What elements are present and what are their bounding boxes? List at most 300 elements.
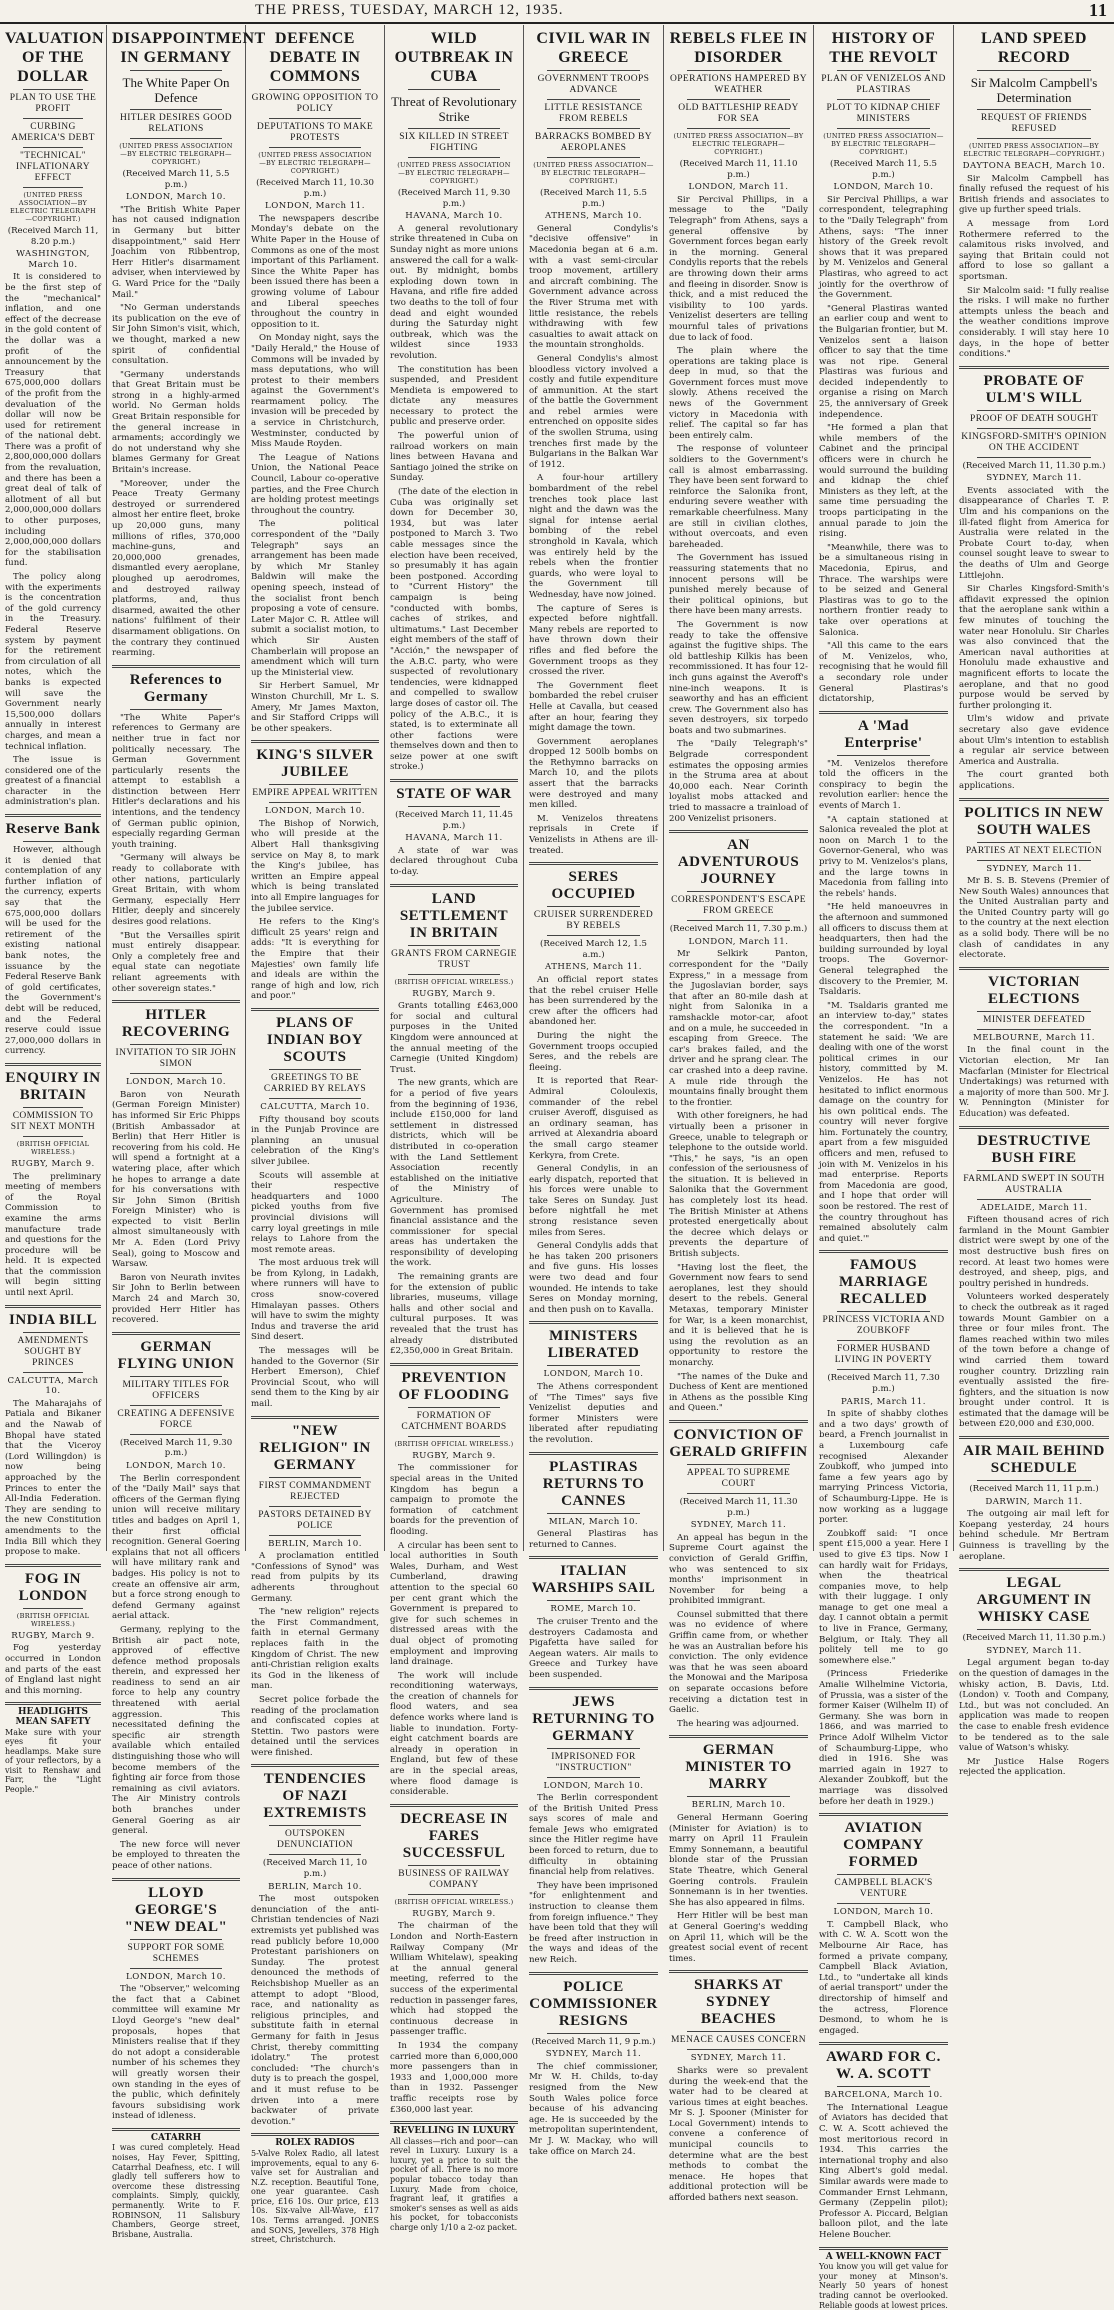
article-paragraph: The chairman of the London and North-Eastern Railway Company (Mr William Whitelaw), speaking at the annual general meeting, referred to the success of the experimental reduction in passenger fares, which had stopped the continuous decrease in passenger traffic. (390, 1921, 518, 2038)
article (390, 29, 518, 773)
headline-rule (977, 70, 1091, 71)
wire-credit: (UNITED PRESS ASSOCIATION—BY ELECTRIC TELEGRAPH—COPYRIGHT.) (823, 132, 944, 156)
article-subhead: "TECHNICAL" INFLATIONARY EFFECT (16, 151, 90, 183)
article (251, 1008, 379, 1410)
article (959, 1568, 1109, 1778)
article-subhead: COMMISSION TO SIT NEXT MONTH (10, 1110, 96, 1132)
subhead-rule (408, 974, 500, 975)
headline-rule (269, 1825, 361, 1826)
subhead-rule (837, 128, 930, 129)
article-paragraph: The political correspondent of the "Daily Telegraph" says an arrangement has been made by which Mr Stanley Baldwin will make the opening speech, instead of the socialist front bench proposing a vote of censure. Later Major C. R. Attlee will submit a socialist motion, to which Sir Austen Chamberlain will propose an amendment which will turn up the Ministerial view. (251, 519, 379, 678)
headline-rule (130, 1376, 222, 1377)
article-paragraph: "Meanwhile, there was to be a simultaneous rising in Macedonia, Epirus, and Thrace. The warships were to be seized and General Plastiras was to go to the northern frontier ready to take over operations at Salonica. (819, 542, 948, 638)
article-paragraph: (Princess Friederike Amalie Wilhelmine Victoria, of Prussia, was a sister of the former Kaiser (Wilhelm II) of Germany. She was born in 1866, and was married to Prince Adolf Wilhelm Victor of Schaumburg-Lippe, who died in 1916. She was married again in 1927 to Alexander Zoubkoff, but the marriage was dissolved before her death in 1929.) (819, 1669, 948, 1807)
headline-rule (837, 1874, 930, 1875)
article-divider (529, 1556, 658, 1559)
article-paragraph: Grants totalling £463,000 for social and cultural purposes in the United Kingdom were announced at the annual meeting of the Carnegie (United Kingdom) Trust. (390, 1001, 518, 1075)
dateline: MELBOURNE, March 11. (972, 1032, 1096, 1043)
advertisement (251, 2133, 379, 2245)
article-paragraph: The "Daily Telegraph's" Belgrade correspondent estimates the opposing armies in the Struma area at about 40,000 each. Near Corinth loyalist mobs attacked and tried to massacre a trainload of 200 Venizelist prisoners. (669, 739, 808, 824)
article-paragraph: The most arduous trek will be from Kylong, in Ladakh, where runners will have to cross snow-covered Himalayan passes. Others will have to swim the mighty Indus and traverse the arid Sind desert. (251, 1258, 379, 1343)
article-headline: STATE OF WAR (396, 786, 512, 803)
article-deck: Threat of Revolutionary Strike (391, 94, 517, 124)
article-subhead: BARRACKS BOMBED BY AEROPLANES (534, 132, 652, 153)
deck-rule (977, 109, 1091, 110)
article-subhead: CORRESPONDENT'S ESCAPE FROM GREECE (671, 895, 806, 917)
article (112, 665, 240, 994)
dateline: LONDON, March 10. (126, 192, 226, 203)
article-paragraph: T. Campbell Black, who with C. W. A. Scott won the Melbourne Air Race, has formed a private company, Campbell Black Aviation, Ltd., to "undertake all kinds of aerial transport" under the directorship of himself and the actress, Florence Desmond, to whom he is engaged. (819, 1919, 948, 2036)
subhead-rule (130, 1073, 222, 1074)
article-paragraph: General Plastiras has returned to Cannes. (529, 1529, 658, 1550)
headline-rule (547, 70, 640, 71)
article-subhead: CREATING A DEFENSIVE FORCE (117, 1408, 235, 1430)
subhead-rule (269, 118, 361, 119)
article-headline: LAND SPEED RECORD (981, 30, 1087, 66)
article-paragraph: During the night the Government troops occupied Seres, and the rebels are fleeing. (529, 1030, 658, 1073)
article-headline: WILD OUTBREAK IN CUBA (394, 30, 514, 85)
article-paragraph: "Moreover, under the Peace Treaty Germany destroyed or surrendered almost her entire fleet, broke up 20,000 guns, many millions of rifles, 370,000 machine-guns, and 20,000,000 grenades, dismantled every aeroplane, ploughed up aerodromes, and destroyed railway platforms, and, thus disarmed, awaited the other nations' fulfilment of their disarmament obligations. On the contrary they continued rearming. (112, 478, 240, 659)
advert-text: Make sure with your eyes fit your headlamps. Make sure of your reflectors, by a visit to Renshaw and Farr, the "Light People." (5, 1727, 101, 1795)
article-headline: DESTRUCTIVE BUSH FIRE (977, 1132, 1091, 1166)
dateline: ADELAIDE, March 11. (980, 1202, 1088, 1213)
subhead-rule (23, 147, 83, 148)
article-headline: FOG IN LONDON (18, 1570, 88, 1604)
article-paragraph: Sharks were so prevalent during the week-end that the water had to be cleared at various times at eight beaches. Mr S. J. Spooner (Minister for Local Government) intends to convene a conference of municipal councils to determine what are the best methods to combat the menace. He hopes that additional protection will be afforded bathers next season. (669, 2065, 808, 2204)
article-subhead: APPEAL TO SUPREME COURT (686, 1467, 791, 1489)
article-paragraph: Mr Justice Halse Rogers rejected the application. (959, 1756, 1109, 1778)
article-headline: AN ADVENTUROUS JOURNEY (677, 837, 800, 888)
article-headline: ITALIAN WARSHIPS SAIL (531, 1563, 656, 1597)
headline-rule (408, 1865, 500, 1866)
article-paragraph: "He formed a plan that while members of the Cabinet and the principal officers were in church he would surround the building and kidnap the chief Ministers as they left, at the same time persuading the troops participating in the annual parade to join the rising. (819, 423, 948, 540)
article-paragraph: The outgoing air mail left for Koepang yesterday, 24 hours behind schedule. Mr Bertram Guinness is travelling by the aeroplane. (959, 1509, 1109, 1562)
article-subhead: PARTIES AT NEXT ELECTION (965, 845, 1103, 856)
column-8 (954, 25, 1114, 1778)
headline-rule (408, 945, 500, 946)
article (112, 1000, 240, 1326)
article-paragraph: General Condylis's almost bloodless victory involved a costly and futile expenditure of ammunition. At the start of the battle the Government and rebel armies were entrenched on opposite sides of the swollen Struma, using trenches first made by the Bulgarians in the Balkan War of 1912. (529, 353, 658, 470)
article-divider (5, 1305, 101, 1308)
dateline: LONDON, March 10. (126, 1461, 226, 1471)
subhead-rule (408, 1894, 500, 1895)
article-headline: References to Germany (129, 671, 223, 705)
received-time: (Received March 11, 5.5 p.m.) (122, 169, 230, 190)
wire-credit: (UNITED PRESS ASSOCIATION—BY ELECTRIC TELEGRAPH—COPYRIGHT.) (963, 142, 1105, 158)
article-headline: AWARD FOR C. W. A. SCOTT (826, 2049, 941, 2083)
article-divider (390, 884, 518, 887)
article-paragraph: Sir Charles Kingsford-Smith's affidavit expressed the opinion that the aeroplane sank within a few minutes of touching the water near Honolulu. Sir Charles was also convinced that the American naval authorities at Honolulu made exhaustive and magnificent efforts to locate the aeroplane, and that no good purpose would be served by further prolonging it. (959, 584, 1109, 711)
article-headline: "NEW RELIGION" IN GERMANY (259, 1422, 371, 1473)
article-subhead: MENACE CAUSES CONCERN (670, 2035, 807, 2046)
received-time: (Received March 11, 8.20 p.m.) (7, 226, 99, 247)
advert-text: 5-Valve Rolex Radio, all latest improvements, equal to any 6-valve set for Australian and N.Z. reception. Beautiful Tone, one year guarantee. Cash price, £16 10s. Our price, £13 10s. Six-valve All-Wave, £17 10s. Terms arranged. JONES and SONS, Jewellers, 378 High street, Christchurch. (251, 2148, 379, 2245)
article-paragraph: Baron von Neurath (German Foreign Minister) has informed Sir Eric Phipps (British Ambassador at Berlin) that Herr Hitler is recovering from his cold. He will spend a fortnight at a watering place, after which he hopes to arrange a date for his conversations with Sir John Simon (British Foreign Minister) who is expected to visit Berlin almost simultaneously with Mr A. Eden (Lord Privy Seal), going to Moscow and Warsaw. (112, 1089, 240, 1270)
subhead-rule (547, 99, 640, 100)
article-headline: MINISTERS LIBERATED (547, 1328, 640, 1362)
article-paragraph: (The date of the election in Cuba was originally set down for December 30, 1934, but was later postponed to March 3. Two cable messages since the election have been received, so presumably it has again been postponed. According to "Current History" the campaign is being "conducted with bombs, caches of strikes, and ultimatums." Last December eight members of the staff of "Acción," the newspaper of the A.B.C. party, who were suspected of revolutionary tendencies, were kidnapped and compelled to swallow large doses of castor oil. The policy of the A.B.C., it is stated, is to exterminate all other factions were themselves down and then to seize power at one swift stroke.) (390, 487, 518, 773)
article-paragraph: The Athens correspondent of "The Times" says five Venizelist deputies and former Ministers were liberated after repudiating the revolution. (529, 1382, 658, 1445)
dateline: LONDON, March 10. (543, 1780, 644, 1791)
article-divider (959, 1568, 1109, 1571)
article-divider (959, 967, 1109, 970)
article-divider (5, 1063, 101, 1066)
article-divider (390, 779, 518, 782)
headline-rule (408, 89, 500, 90)
subhead-rule (837, 1340, 930, 1341)
article-paragraph: General Condylis's "decisive offensive" in Macedonia began at 6 a.m. with a vast semi-circular troop movement, artillery and aircraft combining. The Government advance across the River Struma met with little resistance, the rebels withdrawing with few casualties to await attack on the mountain strongholds. (529, 223, 658, 351)
article (251, 29, 379, 734)
headline-rule (977, 410, 1091, 411)
headline-rule (687, 891, 790, 892)
advertisement (819, 2247, 948, 2310)
article-paragraph: The Berlin correspondent of the British United Press says scores of male and female Jews who emigrated since the Hitler regime have been forced to return, due to difficulty in obtaining financial help from relatives. (529, 1793, 658, 1878)
headline-rule (837, 70, 930, 71)
subhead-rule (23, 1372, 83, 1373)
article-paragraph: The constitution has been suspended, and President Mendieta is empowered to dictate any measures necessary to protect the public and preserve order. (390, 364, 518, 428)
subhead-rule (408, 157, 500, 158)
article-paragraph: The commissioner for special areas in the United Kingdom has begun a campaign to promote the formation of catchment boards for the prevention of flooding. (390, 1463, 518, 1537)
article-paragraph: "Germany will always be ready to collaborate with other nations, particularly Great Britain, with whom Germany, especially Herr Hitler, deeply and sincerely desires good relations. (112, 853, 240, 927)
article-paragraph: "A captain stationed at Salonica revealed the plot at noon on March 1 to the Governor-General, who was privy to M. Venizelos's plans, and the large towns in Macedonia from falling into the rebels' hands. (819, 814, 948, 899)
article-divider (959, 366, 1109, 369)
headline-rule (547, 1513, 640, 1514)
dateline: BERLIN, March 10. (691, 1800, 786, 1811)
article-deck: The White Paper On Defence (122, 75, 230, 105)
received-time: (Received March 11, 11.45 p.m.) (395, 810, 513, 831)
article-subhead: AMENDMENTS SOUGHT BY PRINCES (17, 1335, 89, 1368)
article-deck: Sir Malcolm Campbell's Determination (970, 75, 1098, 105)
article-subhead: FARMLAND SWEPT IN SOUTH AUSTRALIA (963, 1173, 1105, 1195)
article-paragraph: Secret police forbade the reading of the proclamation and confiscated copies at Stettin. Two pastors were detained until the services were finished. (251, 1694, 379, 1758)
article-paragraph: "All this came to the ears of M. Venizelos, who, recognising that he would fill a secondary role under General Plastiras's dictatorship, (819, 641, 948, 705)
headline-rule (687, 2031, 790, 2032)
column-7 (814, 25, 954, 2310)
article-headline: SHARKS AT SYDNEY BEACHES (694, 1977, 783, 2028)
advert-divider (819, 2247, 948, 2250)
article-divider (390, 1363, 518, 1366)
headline-rule (23, 1608, 83, 1609)
article-subhead: REQUEST OF FRIENDS REFUSED (980, 113, 1088, 134)
subhead-rule (977, 428, 1091, 429)
article-headline: FAMOUS MARRIAGE RECALLED (839, 1257, 928, 1308)
dateline: LONDON, March 10. (833, 1907, 934, 1918)
article-headline: JEWS RETURNING TO GERMANY (532, 1693, 655, 1744)
article-subhead: EMPIRE APPEAL WRITTEN (252, 788, 378, 799)
headline-rule (837, 1311, 930, 1312)
subhead-rule (269, 1098, 361, 1099)
masthead (0, 0, 1114, 24)
article-paragraph: The most outspoken denunciation of the anti-Christian tendencies of Nazi extremists yet published was read publicly before 10,000 Protestant parishioners on Sunday. The protest denounced the methods of Reichsbishop Mueller as an attempt to adopt "Blood, race, and nationality as religious principles, and substitute faith in eternal Germany for faith in Jesus Christ, thereby committing idolatry." The protest concluded: "The church's duty is to preach the gospel, and it must refuse to be driven into a mere backwater of private devotion." (251, 1894, 379, 2127)
headline-rule (837, 755, 930, 756)
article-headline: PROBATE OF ULM'S WILL (983, 372, 1085, 406)
article-paragraph: He refers to the King's difficult 25 years' reign and adds: "It is everything for the Empire that their Majesties' own family life and ideals are within the range of high and low, rich and poor." (251, 917, 379, 1002)
article (669, 830, 808, 1414)
page-number: 11 (1088, 0, 1108, 20)
advert-divider (390, 2121, 518, 2124)
article-paragraph: In the final count in the Victorian election, Mr Ian Macfarlan (Minister for Electrical Undertakings) was returned with a majority of more than 500. Mr J. W. Pennington (Minister for Education) was defeated. (959, 1045, 1109, 1119)
subhead-rule (977, 138, 1091, 139)
dateline: SYDNEY, March 11. (986, 473, 1082, 484)
article-paragraph: Events associated with the disappearance of Charles T. P. Ulm and his companions on the ill-fated flight from America for Australia were related in the Probate Court to-day, when counsel sought leave to swear to the deaths of Ulm and George Littlejohn. (959, 485, 1109, 581)
dateline: WASHINGTON, March 10. (16, 249, 90, 270)
subhead-rule (977, 860, 1091, 861)
dateline: SYDNEY, March 11. (986, 1645, 1082, 1656)
subhead-rule (130, 1405, 222, 1406)
article-paragraph: A circular has been sent to local authorities in South Wales, Durham, and West Cumberland, drawing attention to the special 60 per cent grant which the Government is prepared to give for such schemes in distressed areas with the dual object of promoting employment and improving land drainage. (390, 1540, 518, 1668)
headline-rule (687, 70, 790, 71)
column-2 (107, 25, 266, 2239)
dateline: BERLIN, March 10. (268, 1538, 362, 1549)
advert-text: I was cured completely. Head noises, Hay Fever, Spitting, Catarrhal Deafness, etc. I will gladly tell sufferers how to overcome these distressing complaints. Simply, quickly, permanently. Write to F. ROBINSON, 11 Salisbury Chambers, George street, Brisbane, Australia. (112, 2143, 240, 2239)
article-divider (390, 1804, 518, 1807)
article-paragraph: "M. Tsaldaris granted me an interview to-day," states the correspondent. "In a statement he said: 'We are dealing with one of the worst political crimes in our history, committed by M. Venizelos. He has not hesitated to inflict enormous damage on the country for his own political ends. The country will never forgive him. Fortunately the country, apart from a few misguided officers and men, refused to join with M. Venizelos in his mad enterprise. Reports from Macedonia are good, and I hope that order will soon be restored. The rest of the country throughout has remained absolutely calm and quiet.'" (819, 1000, 948, 1244)
article-divider (5, 814, 101, 817)
article-divider (669, 1970, 808, 1973)
article-subhead: LITTLE RESISTANCE FROM REBELS (544, 103, 643, 124)
article-paragraph: "He held manoeuvres in the afternoon and summoned all officers to discuss them at headquarters, then had the building surrounded by loyal troops. The Governor-General telegraphed the discovery to the Premier, M. Tsaldaris. (819, 902, 948, 998)
received-time: (Received March 11, 9.30 p.m.) (119, 1437, 233, 1459)
article-paragraph: Sir Malcolm said: "I fully realise the risks. I will make no further attempts unless the beach and the weather conditions improve considerably. I will stay here 10 days, in the hope of better conditions." (959, 285, 1109, 360)
article-paragraph: Zoubkoff said: "I once spent £15,000 a year. Here I used to give £3 tips. Now I can hardly wait for Fridays, when the theatrical companies move, to help with their luggage. I only manage to get one meal a day. I cannot obtain a permit to live in France, Germany, Belgium, or Italy. They all politely tell me to go somewhere else." (819, 1528, 948, 1666)
received-time: (Received March 11, 5.5 p.m.) (540, 188, 647, 209)
article (529, 29, 658, 856)
wire-credit: (UNITED PRESS ASSOCIATION—BY ELECTRIC TELEGRAPH—COPYRIGHT.) (673, 132, 804, 156)
article-headline: AIR MAIL BEHIND SCHEDULE (963, 1443, 1105, 1477)
article-paragraph: The remaining grants are for the extension of public libraries, museums, village halls and other social and cultural purposes. It was revealed that the trust has already distributed £2,350,000 in Great Britain. (390, 1272, 518, 1357)
article (959, 1436, 1109, 1562)
dateline: LONDON, March 11. (688, 936, 789, 947)
advert-divider (5, 1702, 101, 1705)
article (669, 1420, 808, 1729)
article-headline: POLITICS IN NEW SOUTH WALES (964, 804, 1104, 838)
advert-text: All classes—rich and poor—can revel in Luxury. Luxury is a luxury, yet a price to suit the pocket of all. There is no more popular tobacco today than Luxury. Made from choice, fragrant leaf, it gratifies a smoker's senses as well as aids his pocket, for tobacconists charge only 1/10 a 2-oz packet. (390, 2136, 518, 2233)
article-paragraph: The "Observer," welcoming the fact that a Cabinet committee will examine Mr Lloyd George's "new deal" proposals, hopes that Ministers realise that if they do not adopt a considerable number of his schemes they will greatly worsen their own standing in the eyes of the public, which definitely favours subsidising work instead of idleness. (112, 1984, 240, 2122)
article-paragraph: "The White Paper's references to Germany are neither true in fact nor politically necessary. The German Government particularly resents the attempt to establish a distinction between Herr Hitler's declarations and his intentions, and the tendency of German public opinion, especially regarding German youth training. (112, 712, 240, 850)
subhead-rule (977, 1199, 1091, 1200)
article-headline: LAND SETTLEMENT IN BRITAIN (399, 890, 509, 941)
received-time: (Received March 11, 11.30 p.m.) (962, 460, 1106, 471)
article-subhead: PLAN TO USE THE PROFIT (9, 93, 97, 114)
article-subhead: KINGSFORD-SMITH'S OPINION ON THE ACCIDENT (961, 431, 1107, 453)
wire-credit: (UNITED PRESS ASSOCIATION—BY ELECTRIC TELEGRAPH—COPYRIGHT.) (119, 142, 233, 166)
subhead-rule (269, 802, 361, 803)
article-paragraph: They have been imprisoned "for enlightenment and instruction to cleanse them from foreign influence." They have been told that they will be freed after instruction in the ways and ideas of the new Reich. (529, 1880, 658, 1965)
headline-rule (547, 1365, 640, 1366)
article-divider (529, 1972, 658, 1975)
article-divider (959, 1436, 1109, 1439)
article-paragraph: Germany, replying to the British air pact note, approved of effective defence method proposals therein, and expressed her readiness to send an air force to help any country threatened with aerial aggression. This necessitated defining the specific air strength available which entailed distinguishing those who will become members of the fighting air force from those remaining as civil aviators. The Air Ministry controls both branches under General Goering as air general. (112, 1624, 240, 1837)
article-headline: PLANS OF INDIAN BOY SCOUTS (266, 1014, 364, 1065)
article (529, 862, 658, 1315)
dateline: DAYTONA BEACH, March 10. (962, 161, 1106, 171)
subhead-rule (837, 1369, 930, 1370)
article-divider (669, 830, 808, 833)
article-paragraph: A general revolutionary strike threatened in Cuba on Sunday night as more unions answered the call for a walk-out. By midnight, bombs exploding down town in Havana, and rifle fire added two deaths to the toll of four dead and eight wounded during the Saturday night outbreak, which was the wildest since 1933 revolution. (390, 223, 518, 361)
article-divider (112, 1878, 240, 1881)
article-paragraph: The court granted both applications. (959, 770, 1109, 791)
article (959, 1126, 1109, 1430)
article (251, 1416, 379, 1759)
article (5, 1564, 101, 1697)
article-subhead: MILITARY TITLES FOR OFFICERS (122, 1379, 230, 1401)
received-time: (Received March 11, 5.5 p.m.) (830, 159, 937, 180)
headline-rule (837, 2086, 930, 2087)
headline-rule (23, 841, 83, 842)
headline-rule (977, 1629, 1091, 1630)
article-subhead: PROOF OF DEATH SOUGHT (970, 413, 1098, 424)
article-divider (959, 1126, 1109, 1129)
article-paragraph: A proclamation entitled "Confessions of Synod" was read from pulpits by its adherents throughout Germany. (251, 1551, 379, 1604)
article-paragraph: It is considered to be the first step of the "mechanical" inflation, and one effect of the decrease in the gold content of the dollar was a profit of the announcement by the Treasury that 675,000,000 dollars of the profit from the devaluation of the dollar will now be used for retirement of the national debt. There was a profit of 2,800,000,000 dollars from the revaluation, and there has been a great deal of talk of allotment of all but 2,000,000,000 dollars to other purposes, including 2,000,000,000 dollars for the stabilisation fund. (5, 272, 101, 569)
article-paragraph: "The names of the Duke and Duchess of Kent are mentioned in Athens as the possible King and Queen." (669, 1371, 808, 1414)
article-paragraph: The work will include reconditioning waterways, the creation of channels for flood waters, and sea defence works where land is liable to inundation. Forty-eight catchment boards are already in operation in England, but few of these are in the special areas, where flood damage is considerable. (390, 1670, 518, 1798)
article (529, 1972, 658, 2158)
article-paragraph: The capture of Seres is expected before nightfall. Many rebels are reported to have thrown down their rifles and fled before the Government troops as they crossed the river. (529, 603, 658, 678)
article-divider (669, 1735, 808, 1738)
article-headline: Reserve Bank (5, 821, 101, 838)
article-headline: LLOYD GEORGE'S "NEW DEAL" (124, 1884, 228, 1935)
article (669, 29, 808, 824)
advertisement (390, 2121, 518, 2233)
article-headline: DECREASE IN FARES SUCCESSFUL (400, 1810, 508, 1861)
article (5, 29, 105, 808)
article-subhead: SUPPORT FOR SOME SCHEMES (127, 1942, 225, 1964)
article-subhead: INVITATION TO SIR JOHN SIMON (115, 1048, 237, 1070)
dateline: CALCUTTA, March 10. (7, 1375, 99, 1397)
article-subhead: OLD BATTLESHIP READY FOR SEA (678, 103, 799, 124)
advert-divider (251, 2133, 379, 2136)
article-divider (529, 862, 658, 865)
advertisement (112, 2128, 240, 2240)
headline-rule (977, 842, 1091, 843)
headline-rule (269, 1477, 361, 1478)
article-subhead: CRUISER SURRENDERED BY REBELS (533, 910, 654, 932)
article (112, 1878, 240, 2122)
dateline: LONDON, March 10. (833, 182, 934, 193)
article-paragraph: In 1934 the company carried more than 6,000,000 more passengers than in 1933 and 1,000,000 more than in 1932. Passenger traffic receipts rose by £360,000 last year. (390, 2040, 518, 2115)
article-subhead: OPERATIONS HAMPERED BY WEATHER (669, 74, 808, 95)
headline-rule (977, 1011, 1091, 1012)
article-paragraph: Mr B. S. B. Stevens (Premier of New South Wales) announces that the United Australian party and the United Country party will go to the country at the next election as a solid body. There will be no clash of candidates in any electorate. (959, 876, 1109, 961)
article-headline: TENDENCIES OF NAZI EXTREMISTS (263, 1771, 367, 1822)
article-paragraph: Sir Herbert Samuel, Mr Winston Churchill, Mr L. S. Amery, Mr James Maxton, and Sir Stafford Cripps will be other speakers. (251, 681, 379, 734)
article-headline: SERES OCCUPIED (551, 869, 636, 903)
dateline: ATHENS, March 11. (544, 962, 643, 973)
subhead-rule (547, 128, 640, 129)
dateline: PARIS, March 11. (841, 1396, 926, 1407)
dateline: LONDON, March 11. (265, 201, 365, 212)
column-1 (0, 25, 107, 1795)
article (390, 1363, 518, 1798)
article-subhead: DEPUTATIONS TO MAKE PROTESTS (256, 122, 374, 143)
article-paragraph: Baron von Neurath invites Sir John to Berlin between March 24 and March 30, provided Herr Hitler has recovered. (112, 1272, 240, 1326)
article-divider (251, 1416, 379, 1419)
subhead-rule (977, 457, 1091, 458)
article-paragraph: In spite of shabby clothes and a two days' growth of beard, a French journalist in a Luxembourg cafe recognised Alexander Zoubkoff, who jumped into fame a few years ago by marrying Princess Victoria, of Schaumburg-Lippe. He is now working as a luggage porter. (819, 1409, 948, 1526)
wire-credit: (UNITED PRESS ASSOCIATION—BY ELECTRIC TELEGRAPH—COPYRIGHT.) (397, 161, 511, 185)
headline-rule (408, 806, 500, 807)
article-subhead: IMPRISONED FOR "INSTRUCTION" (551, 1751, 636, 1773)
article-paragraph: "Having lost the fleet, the Government now fears to send aeroplanes, lest they should desert to the rebels. General Metaxas, temporary Minister for War, is a keen monarchist, and it is believed that he is using the revolution as an opportunity to restore the monarchy. (669, 1262, 808, 1368)
advert-heading: CATARRH (150, 2132, 202, 2143)
article-paragraph: "The British White Paper has not caused indignation in Germany but bitter disappointment," said Herr Joachim von Ribbentrop, Herr Hitler's disarmament adviser, when interviewed by G. Ward Price for the "Daily Mail." (112, 204, 240, 300)
article-divider (529, 1321, 658, 1324)
article-divider (959, 798, 1109, 801)
article-paragraph: The new force will never be employed to threaten the peace of other nations. (112, 1839, 240, 1871)
headline-rule (130, 70, 222, 71)
subhead-rule (269, 1535, 361, 1536)
article-paragraph: The preliminary meeting of members of the Royal Commission to examine the arms manufacture trade and questions for the procedure will be held. It is expected that the commission will begin sitting until next April. (5, 1171, 101, 1299)
advert-heading: ROLEX RADIOS (275, 2138, 355, 2149)
article-subhead: PASTORS DETAINED BY POLICE (258, 1509, 372, 1531)
article (390, 1804, 518, 2115)
article-paragraph: Volunteers worked desperately to check the outbreak as it raged towards Mount Gambier on a three or four miles front. The flames reached within two miles of the town before a change of wind carried them toward rougher country. Drizzling rain eventually assisted the fire-fighters, and the situation is now brought under control. It is estimated that the damage will be between £20,000 and £30,000. (959, 1292, 1109, 1430)
column-6 (664, 25, 814, 2204)
received-time: (Received March 11, 11.30 p.m.) (679, 1496, 798, 1518)
article (529, 1556, 658, 1680)
subhead-rule (23, 187, 83, 188)
article (959, 366, 1109, 792)
article (5, 1305, 101, 1558)
article-paragraph: Sir Malcolm Campbell has finally refused the request of his British friends and associates to give up further speed trials. (959, 173, 1109, 216)
article-divider (529, 1687, 658, 1690)
subhead-rule (687, 99, 790, 100)
article-subhead: FORMER HUSBAND LIVING IN POVERTY (834, 1344, 933, 1366)
article-paragraph: The newspapers describe Monday's debate on the White Paper in the House of Commons as one of the most important of this Parliament. Since the White Paper has been issued there has been a growing volume of Labour and Liberal speeches throughout the country in opposition to it. (251, 213, 379, 330)
article-headline: PLASTIRAS RETURNS TO CANNES (542, 1458, 645, 1509)
article (819, 29, 948, 705)
article (112, 1332, 240, 1872)
article-headline: INDIA BILL (9, 1311, 97, 1328)
article-paragraph: A four-hour artillery bombardment of the rebel trenches took place last night and the dawn was the signal for intense aerial bombing of the rebel stronghold in Kavala, which was entirely held by the rebels when the frontier guards, who were loyal to the Government till Wednesday, have now joined. (529, 473, 658, 600)
headline-rule (269, 784, 361, 785)
article (112, 29, 266, 659)
article (819, 1813, 948, 2036)
dateline: LONDON, March 10. (265, 806, 365, 817)
dateline: SYDNEY, March 11. (690, 2053, 787, 2064)
wire-credit: (UNITED PRESS ASSOCIATION—BY ELECTRIC TELEGRAPH—COPYRIGHT.) (533, 161, 654, 185)
dateline: BERLIN, March 10. (268, 1881, 362, 1892)
article-paragraph: Sir Percival Phillips, a war correspondent, telegraphing to the "Daily Telegraph" from Athens, says: "The inner history of the Greek revolt shows that it was prepared by M. Venizelos and General Plastiras, who agreed to act jointly for the overthrow of the Government. (819, 194, 948, 301)
article-divider (251, 1764, 379, 1767)
deck-rule (130, 109, 222, 110)
subhead-rule (547, 935, 640, 936)
subhead-rule (687, 128, 790, 129)
article-divider (669, 1420, 808, 1423)
article-paragraph: Mr Selkirk Panton, correspondent for the "Daily Express," in a message from the Jugoslavian border, says that after an 80-mile dash at night from Salonika in a ramshackle motor-car, afoot and on a mule, he succeeded in escaping from Greece. The car's brakes failed, and the driver and he sprang clear. The car crashed into a deep ravine. A mule ride through the mountains finally brought them to the frontier. (669, 949, 808, 1108)
subhead-rule (130, 1968, 222, 1969)
article-paragraph: Herr Hitler will be best man at General Goering's wedding on April 11, which will be the greatest social event of recent times. (669, 1911, 808, 1964)
article-subhead: CAMPBELL BLACK'S VENTURE (834, 1878, 933, 1900)
dateline: BARCELONA, March 10. (824, 2090, 943, 2101)
subhead-rule (408, 1436, 500, 1437)
article-paragraph: The Bishop of Norwich, who will preside at the Albert Hall thanksgiving service on May 8, to mark the King's jubilee, has written an Empire appeal which is being translated into all Empire languages for the jubilee service. (251, 818, 379, 914)
article-divider (112, 1000, 240, 1003)
article (390, 884, 518, 1357)
article-headline: A 'Mad Enterprise' (844, 717, 923, 751)
dateline: MILAN, March 10. (548, 1516, 639, 1527)
article (959, 967, 1109, 1120)
article-paragraph: The chief commissioner, Mr W. H. Childs, to-day resigned from the New South Wales police force because of his advancing age. He is succeeded by the metropolitan superintendent, Mr J. W. Mackay, who will take office on March 24. (529, 2061, 658, 2157)
article-paragraph: Fifty thousand boy scouts in the Punjab Province are planning an unusual celebration of the King's silver jubilee. (251, 1114, 379, 1167)
wire-credit: (BRITISH OFFICIAL WIRELESS.) (394, 977, 514, 986)
article-paragraph: Sir Percival Phillips, in a message to the "Daily Telegraph" from Athens, says a general offensive by Government forces began early in the morning. General Condylis reports that the rebels are throwing down their arms and fleeing in disorder. Snow is thick, and a mist reduced the visibility to 100 yards. Venizelist deserters are telling mournful tales of privations due to lack of food. (669, 194, 808, 343)
article-divider (112, 665, 240, 668)
article-headline: POLICE COMMISSIONER RESIGNS (529, 1978, 658, 2029)
article-paragraph: "M. Venizelos therefore told the officers in the conspiracy to begin the revolution earlier: hence the events of March 1. (819, 758, 948, 812)
received-time: (Received March 11, 7.30 p.m.) (827, 1373, 940, 1394)
